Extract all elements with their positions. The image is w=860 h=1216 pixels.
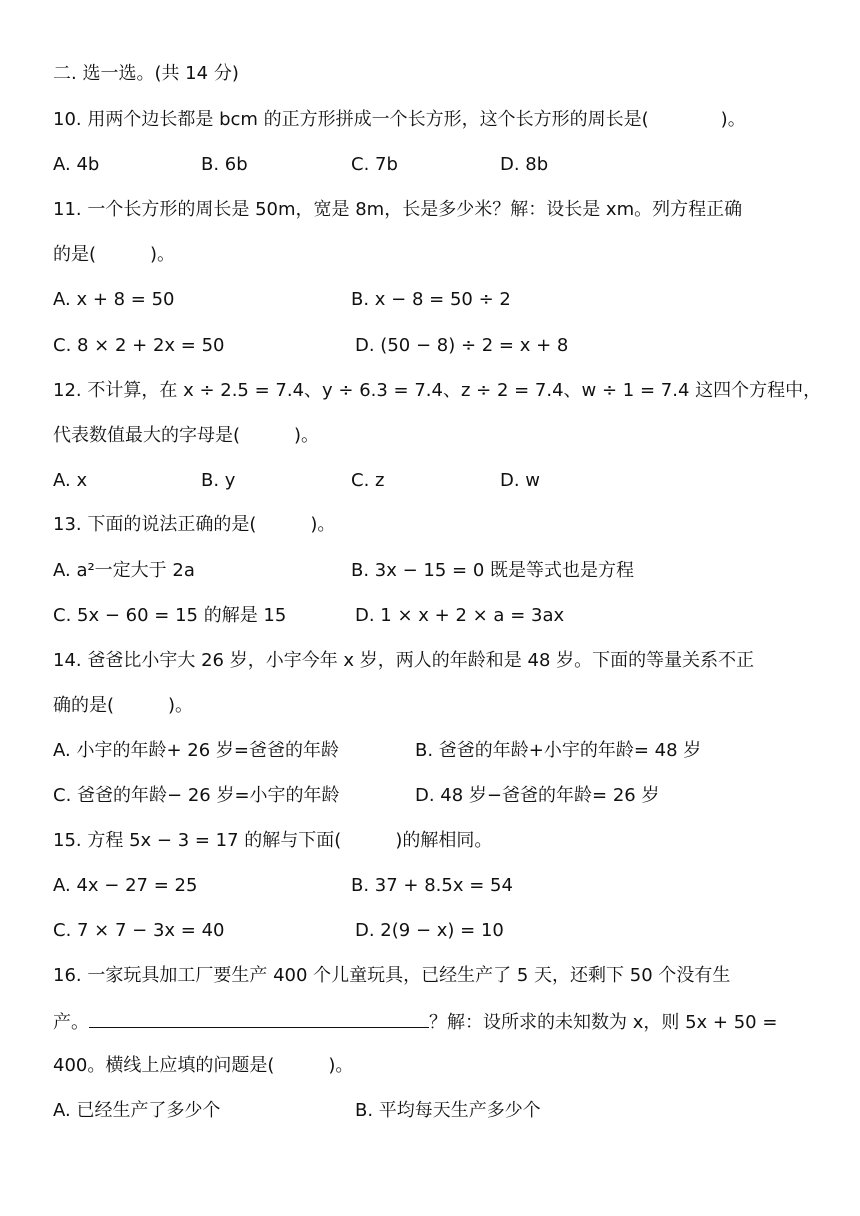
q12-option-c: C. z [351, 470, 385, 491]
q14-option-a: A. 小宇的年龄+ 26 岁=爸爸的年龄 [53, 740, 339, 761]
question-14-text-line2: 确的是( )。 [53, 695, 194, 716]
question-11-text-line1: 11. 一个长方形的周长是 50m，宽是 8m，长是多少米？解：设长是 xm。列方程正确 [53, 199, 743, 220]
q10-option-a: A. 4b [53, 154, 100, 175]
q14-option-c: C. 爸爸的年龄− 26 岁=小宇的年龄 [53, 785, 340, 806]
q13-option-c: C. 5x − 60 = 15 的解是 15 [53, 605, 287, 626]
question-16-text-prefix: 产。 [53, 1012, 89, 1033]
q15-option-c: C. 7 × 7 − 3x = 40 [53, 920, 225, 941]
q16-option-b: B. 平均每天生产多少个 [355, 1100, 541, 1121]
q13-option-a: A. a²一定大于 2a [53, 560, 195, 581]
q15-option-a: A. 4x − 27 = 25 [53, 875, 198, 896]
question-10-text: 10. 用两个边长都是 bcm 的正方形拼成一个长方形，这个长方形的周长是( )。 [53, 109, 746, 130]
q11-option-a: A. x + 8 = 50 [53, 289, 175, 310]
question-15-text: 15. 方程 5x − 3 = 17 的解与下面( )的解相同。 [53, 830, 493, 851]
q13-option-b: B. 3x − 15 = 0 既是等式也是方程 [351, 560, 635, 581]
q14-option-d: D. 48 岁−爸爸的年龄= 26 岁 [415, 785, 660, 806]
question-12-text-line2: 代表数值最大的字母是( )。 [53, 425, 320, 446]
q10-option-c: C. 7b [351, 154, 398, 175]
q10-option-b: B. 6b [201, 154, 248, 175]
section-title: 二. 选一选。(共 14 分) [53, 63, 239, 84]
q11-option-c: C. 8 × 2 + 2x = 50 [53, 335, 225, 356]
q11-option-b: B. x − 8 = 50 ÷ 2 [351, 289, 511, 310]
question-16-text-line2 [53, 1009, 777, 1035]
question-16-text-line3: 400。横线上应填的问题是( )。 [53, 1055, 354, 1076]
q14-option-b: B. 爸爸的年龄+小宇的年龄= 48 岁 [415, 740, 702, 761]
question-16-text-line1: 16. 一家玩具加工厂要生产 400 个儿童玩具，已经生产了 5 天，还剩下 50 个没有生 [53, 965, 731, 986]
q12-option-a: A. x [53, 470, 88, 491]
q15-option-b: B. 37 + 8.5x = 54 [351, 875, 513, 896]
q10-option-d: D. 8b [500, 154, 549, 175]
q11-option-d: D. (50 − 8) ÷ 2 = x + 8 [355, 335, 569, 356]
question-16-text-suffix: ？解：设所求的未知数为 x，则 5x + 50 = [429, 1012, 778, 1033]
question-11-text-line2: 的是( )。 [53, 244, 176, 265]
question-14-text-line1: 14. 爸爸比小宇大 26 岁，小宇今年 x 岁，两人的年龄和是 48 岁。下面的等量关系不正 [53, 650, 755, 671]
answer-blank-line [89, 1009, 429, 1028]
q12-option-d: D. w [500, 470, 541, 491]
question-12-text-line1: 12. 不计算，在 x ÷ 2.5 = 7.4、y ÷ 6.3 = 7.4、z ÷ 2 = 7.4、w ÷ 1 = 7.4 这四个方程中， [53, 380, 822, 401]
q15-option-d: D. 2(9 − x) = 10 [355, 920, 504, 941]
q13-option-d: D. 1 × x + 2 × a = 3ax [355, 605, 565, 626]
question-13-text: 13. 下面的说法正确的是( )。 [53, 514, 336, 535]
q12-option-b: B. y [201, 470, 236, 491]
q16-option-a: A. 已经生产了多少个 [53, 1100, 221, 1121]
